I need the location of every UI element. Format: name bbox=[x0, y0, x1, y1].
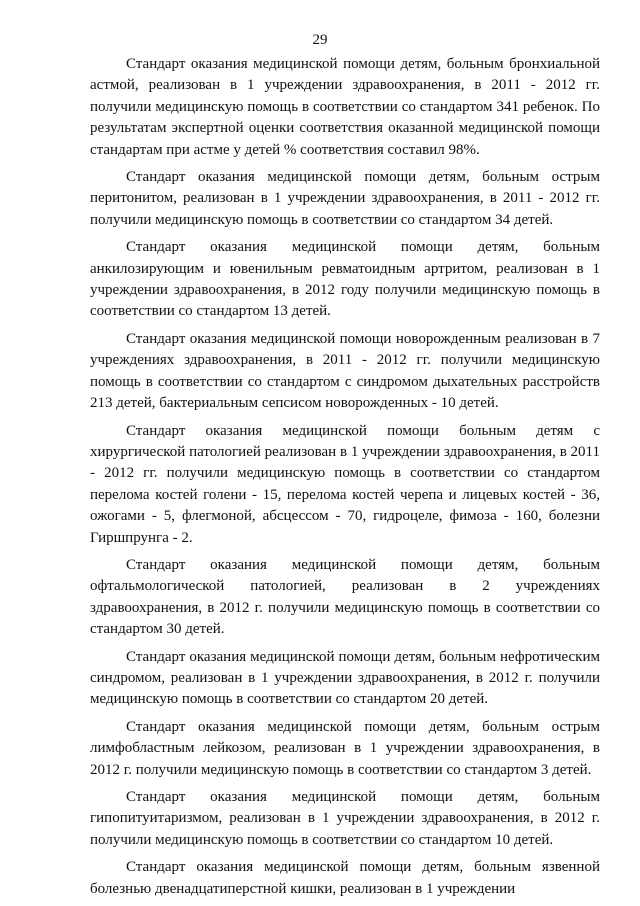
paragraph-surgical-pathology: Стандарт оказания медицинской помощи больным детям с хирургической патологией реализован в 1 учреждении здравоохранения, в 2011 - 2012 гг. получили медицинскую помощь в соответствии со стандартом перелома костей голени - 15, перелома костей черепа и лицевых костей - 36, ожогами - 5, флегмоной, абсцессом - 70, гидроцеле, фимоза - 160, болезни Гиршпрунга - 2. bbox=[90, 422, 600, 546]
paragraph-hypopituitarism: Стандарт оказания медицинской помощи детям, больным гипопитуитаризмом, реализован в 1 учреждении здравоохранения, в 2012 г. получили медицинскую помощь в соответствии со стандартом 10 детей. bbox=[90, 789, 600, 848]
page-number: 29 bbox=[312, 32, 328, 48]
paragraph-nephrotic-syndrome: Стандарт оказания медицинской помощи детям, больным нефротическим синдромом, реализован в 1 учреждении здравоохранения, в 2012 г. получили медицинскую помощь в соответствии со стандартом 20 детей. bbox=[90, 648, 600, 708]
paragraph-duodenal-ulcer: Стандарт оказания медицинской помощи детям, больным язвенной болезнью двенадцатиперстной кишки, реализован в 1 учреждении bbox=[90, 859, 600, 897]
paragraph-arthritis: Стандарт оказания медицинской помощи детям, больным анкилозирующим и ювенильным ревматоидным артритом, реализован в 1 учреждении здравоохранения, в 2012 году получили медицинскую помощь в соответствии со стандартом 13 детей. bbox=[90, 239, 600, 320]
paragraph-peritonitis: Стандарт оказания медицинской помощи детям, больным острым перитонитом, реализован в 1 учреждении здравоохранения, в 2011 - 2012 гг. получили медицинскую помощь в соответствии со стандартом 34 детей. bbox=[90, 169, 600, 228]
paragraph-leukemia: Стандарт оказания медицинской помощи детям, больным острым лимфобластным лейкозом, реализован в 1 учреждении здравоохранения, в 2012 г. получили медицинскую помощь в соответствии со стандартом 3 детей. bbox=[90, 718, 600, 778]
paragraph-newborns: Стандарт оказания медицинской помощи новорожденным реализован в 7 учреждениях здравоохранения, в 2011 - 2012 гг. получили медицинскую помощь в соответствии со стандартом с синдромом дыхательных расстройств 213 детей, бактериальным сепсисом новорожденных - 10 детей. bbox=[90, 330, 600, 412]
paragraph-asthma: Стандарт оказания медицинской помощи детям, больным бронхиальной астмой, реализован в 1 учреждении здравоохранения, в 2011 - 2012 гг. получили медицинскую помощь в соответствии со стандартом 341 ребенок. По результатам экспертной оценки соответствия оказанной медицинской помощи стандартам при астме у детей % соответствия составил 98%. bbox=[90, 56, 600, 158]
paragraph-ophthalmology: Стандарт оказания медицинской помощи детям, больным офтальмологической патологией, реализован в 2 учреждениях здравоохранения, в 2012 г. получили медицинскую помощь в соответствии со стандартом 30 детей. bbox=[90, 556, 600, 638]
document-body bbox=[90, 54, 600, 906]
